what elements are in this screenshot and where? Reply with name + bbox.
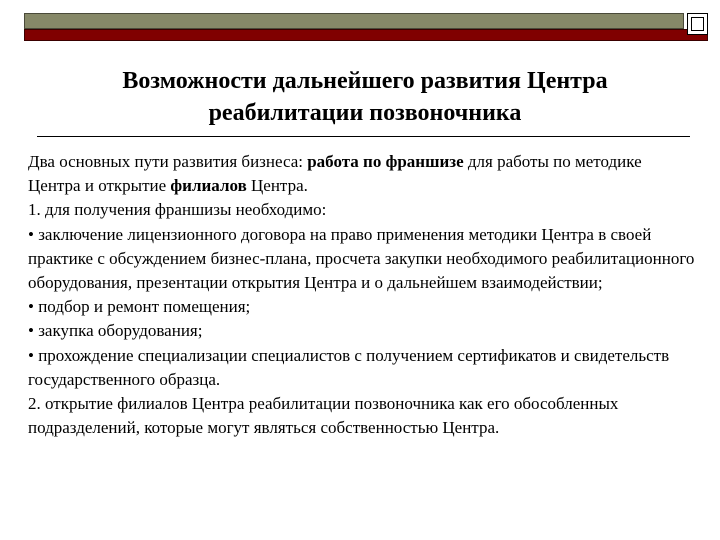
intro-bold-franchise: работа по франшизе: [307, 152, 464, 171]
title-divider: [37, 136, 690, 137]
bullet-premises: • подбор и ремонт помещения;: [28, 297, 251, 317]
bullet-specialist-training: • прохождение специализации специалистов с получением сертификатов и свидетельств государственного образца.: [28, 345, 670, 389]
franchise-heading: 1. для получения франшизы необходимо:: [28, 200, 327, 220]
intro-text-1: Два основных пути развития бизнеса:: [28, 152, 308, 171]
slide-title-line1: Возможности дальнейшего развития Центра: [122, 68, 608, 94]
slide-title-line2: реабилитации позвоночника: [208, 100, 522, 126]
bullet-equipment: • закупка оборудования;: [28, 321, 203, 341]
header-band: [24, 13, 684, 29]
intro-text-3: Центра.: [246, 176, 308, 196]
branches-paragraph: 2. открытие филиалов Центра реабилитации позвоночника как его обособленных подразделений, которые могут являться собственностью Центра.: [28, 394, 619, 438]
intro-text-2: для работы по методике Центра и открытие: [28, 152, 642, 196]
intro-paragraph: [28, 150, 698, 198]
corner-square-icon: [687, 13, 708, 35]
slide-title: [40, 65, 690, 129]
intro-bold-branches: филиалов: [170, 176, 247, 196]
header-stripe: [24, 29, 708, 41]
slide-body: [28, 150, 698, 440]
corner-square-inner: [691, 17, 704, 31]
bullet-license-agreement: • заключение лицензионного договора на право применения методики Центра в своей практике с обсуждением бизнес-плана, просчета закупки необходимого реабилитационного оборудования, презентации открытия Центра и о дальнейшем взаимодействии;: [28, 224, 695, 293]
